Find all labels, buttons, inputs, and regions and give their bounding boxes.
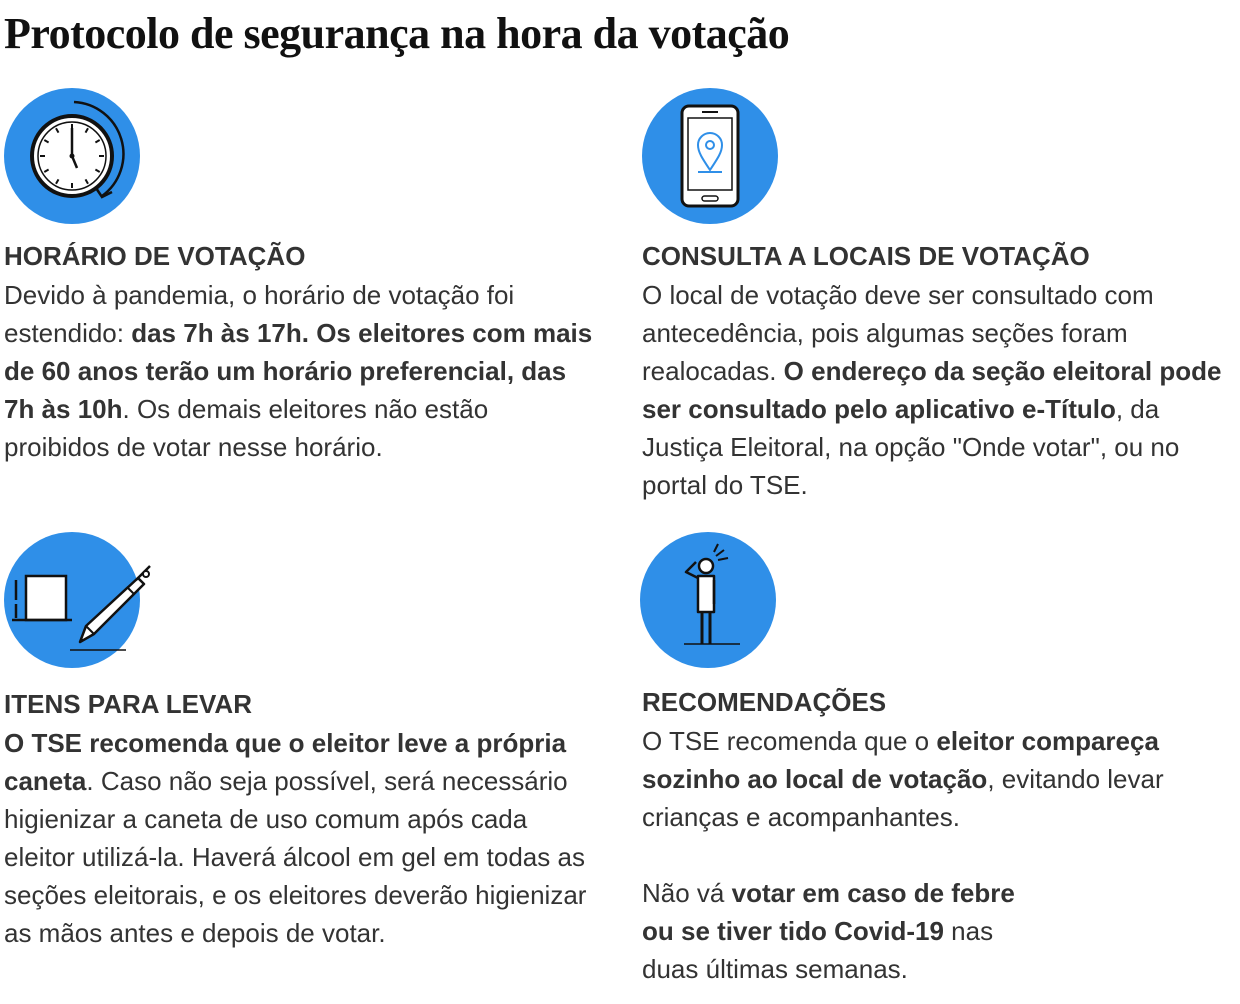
section-horario [4,240,594,466]
section-text: O local de votação deve ser consultado com antecedência, pois algumas seções foram realocadas. O endereço da seção eleitoral pode ser consultado pelo aplicativo e-Título, da Justiça Eleitoral, na opção "Onde votar", ou no portal do TSE. [642,280,1222,500]
page-title: Protocolo de segurança na hora da votação [4,9,790,58]
section-itens [4,688,594,952]
section-heading: HORÁRIO DE VOTAÇÃO [4,241,306,271]
section-recomendacoes [642,686,1232,988]
section-heading: RECOMENDAÇÕES [642,687,887,717]
clock-icon [4,88,140,224]
ballot-pen-icon [4,532,140,668]
section-text: Devido à pandemia, o horário de votação foi estendido: das 7h às 17h. Os eleitores com mais de 60 anos terão um horário preferencial, das 7h às 10h. Os demais eleitores não estão proibidos de votar nesse horário. [4,280,593,462]
section-heading: ITENS PARA LEVAR [4,689,252,719]
section-heading: CONSULTA A LOCAIS DE VOTAÇÃO [642,241,1090,271]
section-text: Não vá votar em caso de febre ou se tiver tido Covid-19 nas duas últimas semanas. [642,878,1015,984]
section-text: O TSE recomenda que o eleitor leve a própria caneta. Caso não seja possível, será necessário higienizar a caneta de uso comum após cada eleitor utilizá-la. Haverá álcool em gel em todas as seções eleitorais, e os eleitores deverão higienizar as mãos antes e depois de votar. [4,728,587,948]
section-text: O TSE recomenda que o eleitor compareça sozinho ao local de votação, evitando levar crianças e acompanhantes. [642,726,1164,832]
sick-person-icon [640,532,776,668]
section-consulta [642,240,1232,504]
phone-location-icon [642,88,778,224]
